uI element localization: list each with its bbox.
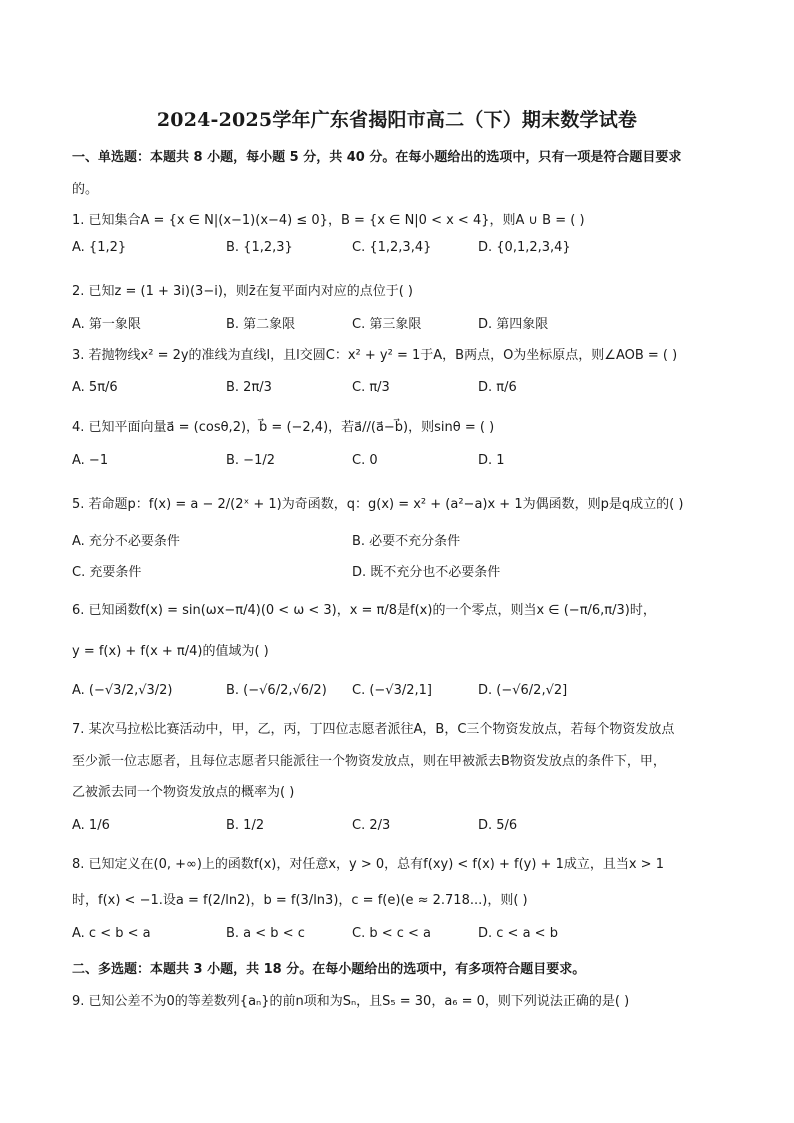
question-6-option-b: B. (−√6/2,√6/2) (226, 683, 327, 698)
question-7-option-d: D. 5/6 (478, 818, 518, 833)
question-7-option-c: C. 2/3 (352, 818, 391, 833)
question-8-option-d: D. c < a < b (478, 926, 558, 941)
question-3-stem: 3. 若抛物线x² = 2y的准线为直线l，且l交圆C：x² + y² = 1于A，B两点，O为坐标原点，则∠AOB = ( ) (72, 348, 678, 363)
section-1-heading-cont: 的。 (72, 182, 99, 197)
question-3-option-c: C. π/3 (352, 380, 390, 395)
question-5-stem: 5. 若命题p：f(x) = a − 2/(2ˣ + 1)为奇函数，q：g(x) = x² + (a²−a)x + 1为偶函数，则p是q成立的( ) (72, 497, 684, 512)
question-7-stem-cont-2: 乙被派去同一个物资发放点的概率为( ) (72, 785, 295, 800)
question-1-option-d: D. {0,1,2,3,4} (478, 240, 571, 255)
question-4-option-d: D. 1 (478, 453, 505, 468)
question-4-option-a: A. −1 (72, 453, 109, 468)
question-1-option-b: B. {1,2,3} (226, 240, 293, 255)
question-5-option-b: B. 必要不充分条件 (352, 534, 461, 549)
question-2-option-c: C. 第三象限 (352, 317, 422, 332)
question-4-option-b: B. −1/2 (226, 453, 275, 468)
question-8-option-c: C. b < c < a (352, 926, 432, 941)
question-1-stem: 1. 已知集合A = {x ∈ N|(x−1)(x−4) ≤ 0}，B = {x ∈ N|0 < x < 4}，则A ∪ B = ( ) (72, 213, 585, 228)
question-2-option-b: B. 第二象限 (226, 317, 296, 332)
question-2-stem: 2. 已知z = (1 + 3i)(3−i)，则z̄在复平面内对应的点位于( ) (72, 284, 413, 299)
question-8-option-b: B. a < b < c (226, 926, 305, 941)
question-2-option-a: A. 第一象限 (72, 317, 141, 332)
question-6-option-a: A. (−√3/2,√3/2) (72, 683, 173, 698)
question-6-stem: 6. 已知函数f(x) = sin(ωx−π/4)(0 < ω < 3)，x = π/8是f(x)的一个零点，则当x ∈ (−π/6,π/3)时， (72, 603, 656, 618)
question-3-option-a: A. 5π/6 (72, 380, 118, 395)
question-2-option-d: D. 第四象限 (478, 317, 549, 332)
section-2-heading: 二、多选题：本题共 3 小题，共 18 分。在每小题给出的选项中，有多项符合题目要求。 (72, 962, 586, 977)
page-title: 2024-2025学年广东省揭阳市高二（下）期末数学试卷 (156, 109, 638, 131)
question-5-option-d: D. 既不充分也不必要条件 (352, 565, 501, 580)
question-7-option-a: A. 1/6 (72, 818, 110, 833)
question-3-option-b: B. 2π/3 (226, 380, 272, 395)
question-1-option-a: A. {1,2} (72, 240, 127, 255)
question-8-option-a: A. c < b < a (72, 926, 151, 941)
question-7-option-b: B. 1/2 (226, 818, 265, 833)
question-6-option-d: D. (−√6/2,√2] (478, 683, 568, 698)
question-1-option-c: C. {1,2,3,4} (352, 240, 432, 255)
question-6-stem-cont: y = f(x) + f(x + π/4)的值域为( ) (72, 644, 269, 659)
question-8-stem-cont: 时，f(x) < −1.设a = f(2/ln2)，b = f(3/ln3)，c = f(e)(e ≈ 2.718...)，则( ) (72, 893, 528, 908)
question-6-option-c: C. (−√3/2,1] (352, 683, 432, 698)
question-8-stem: 8. 已知定义在(0, +∞)上的函数f(x)，对任意x，y > 0，总有f(xy) < f(x) + f(y) + 1成立，且当x > 1 (72, 857, 664, 872)
question-4-option-c: C. 0 (352, 453, 378, 468)
question-7-stem-cont-1: 至少派一位志愿者，且每位志愿者只能派往一个物资发放点，则在甲被派去B物资发放点的条件下，甲， (72, 754, 666, 769)
question-3-option-d: D. π/6 (478, 380, 517, 395)
question-7-stem: 7. 某次马拉松比赛活动中，甲，乙，丙，丁四位志愿者派往A，B，C三个物资发放点，若每个物资发放点 (72, 722, 675, 737)
question-9-stem: 9. 已知公差不为0的等差数列{aₙ}的前n项和为Sₙ，且S₅ = 30，a₆ = 0，则下列说法正确的是( ) (72, 994, 630, 1009)
section-1-heading: 一、单选题：本题共 8 小题，每小题 5 分，共 40 分。在每小题给出的选项中，只有一项是符合题目要求 (72, 150, 682, 165)
question-5-option-c: C. 充要条件 (72, 565, 142, 580)
question-4-stem: 4. 已知平面向量a⃗ = (cosθ,2)，b⃗ = (−2,4)，若a⃗//(a⃗−b⃗)，则sinθ = ( ) (72, 420, 495, 435)
question-5-option-a: A. 充分不必要条件 (72, 534, 180, 549)
